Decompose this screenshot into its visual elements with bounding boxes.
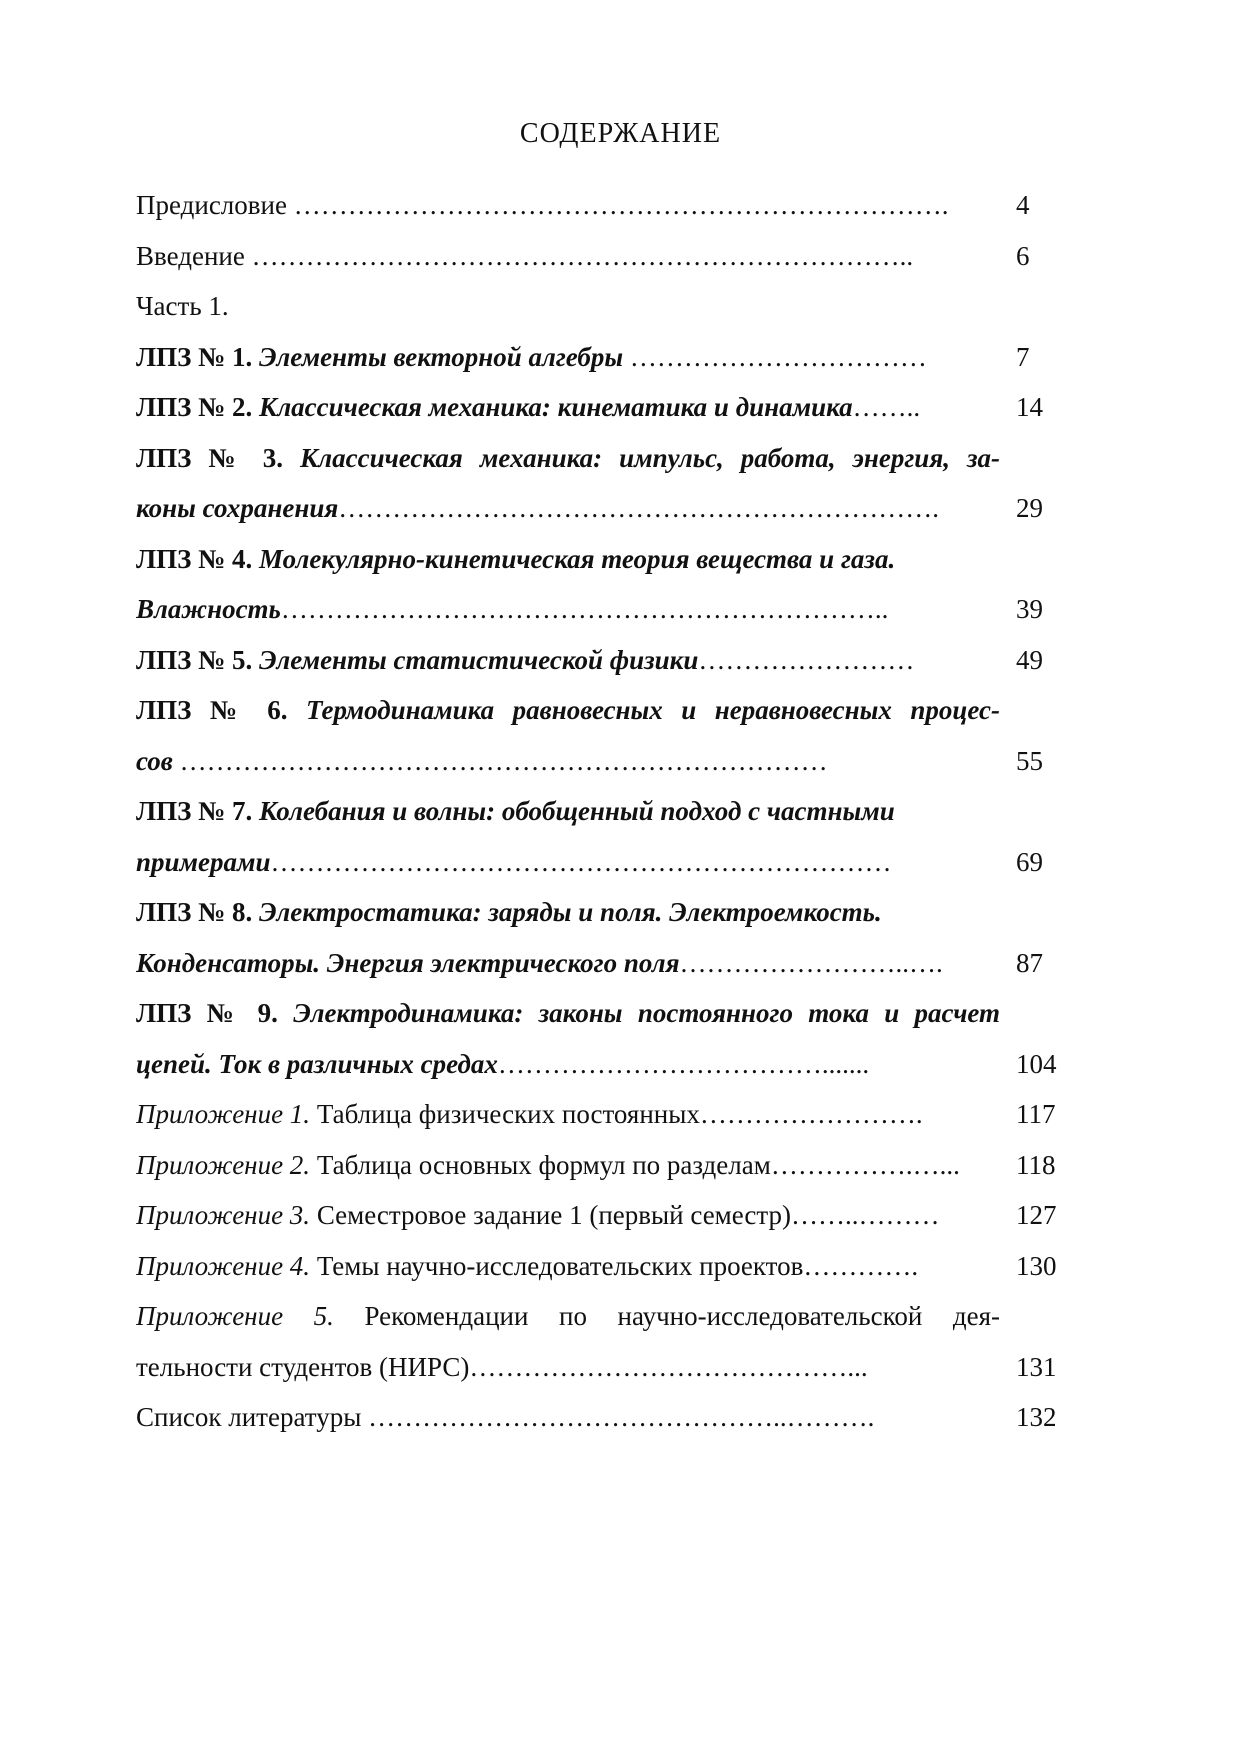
entry-text: Рекомендации по научно-исследовательской дея- (333, 1301, 1000, 1331)
lesson-title: Элементы векторной алгебры (252, 341, 624, 372)
entry-text: Введение (136, 240, 245, 271)
page-number: 127 (1016, 1200, 1057, 1230)
entry-text: Семестровое задание 1 (первый семестр) (310, 1200, 792, 1230)
dot-leader: ……..……… (791, 1200, 940, 1230)
dot-leader: ……………………..…. (679, 947, 943, 978)
page-number: 6 (1016, 240, 1030, 271)
entry-text: Часть 1. (136, 291, 229, 321)
table-of-contents (136, 180, 1076, 1443)
toc-entry-lpz7-line1 (136, 786, 1076, 837)
lesson-number: ЛПЗ № 8. (136, 897, 253, 927)
toc-entry-appendix2 (136, 1140, 1076, 1191)
entry-text: Таблица основных формул по разделам (310, 1149, 771, 1180)
lesson-title: Электростатика: заряды и поля. Электроемкость. (252, 897, 882, 927)
appendix-label: Приложение 4. (136, 1250, 311, 1281)
page-number: 49 (1016, 644, 1043, 675)
toc-entry-lpz9-line2 (136, 1039, 1076, 1090)
lesson-title-cont: цепей. Ток в различных средах (136, 1048, 498, 1079)
lesson-number: ЛПЗ № 5. (136, 644, 253, 675)
dot-leader: ………………………………………..………. (361, 1402, 875, 1432)
page-number: 87 (1016, 947, 1043, 978)
toc-entry-appendix1 (136, 1089, 1076, 1140)
lesson-number: ЛПЗ № 4. (136, 543, 253, 574)
toc-entry-appendix4 (136, 1241, 1076, 1292)
toc-entry-lpz8-line2 (136, 938, 1076, 989)
page-number: 39 (1016, 594, 1043, 624)
lesson-title: Электродинамика: законы постоянного тока и расчет (277, 998, 1000, 1028)
dot-leader: …………….…... (770, 1149, 960, 1180)
dot-leader: …………………………… (623, 341, 927, 372)
dot-leader: ……………………………………………………………… (172, 745, 828, 776)
lesson-title-cont: Конденсаторы. Энергия электрического поля (136, 947, 680, 978)
toc-entry-preface (136, 180, 1076, 231)
page-number: 117 (1016, 1099, 1056, 1129)
lesson-number: ЛПЗ № 3. (136, 442, 283, 473)
entry-text: Предисловие (136, 190, 287, 220)
appendix-label: Приложение 5. (136, 1301, 334, 1331)
dot-leader: ………………………………………………………….. (280, 594, 889, 624)
lesson-title: Колебания и волны: обобщенный подход с частными (252, 796, 895, 826)
entry-text: Темы научно-исследовательских проектов (310, 1250, 804, 1281)
appendix-label: Приложение 1. (136, 1099, 311, 1129)
lesson-title-cont: сов (136, 745, 173, 776)
lesson-number: ЛПЗ № 9. (136, 998, 278, 1028)
page-number: 4 (1016, 190, 1030, 220)
lesson-number: ЛПЗ № 1. (136, 341, 253, 372)
lesson-number: ЛПЗ № 2. (136, 392, 253, 422)
lesson-title-cont: коны сохранения (136, 493, 339, 523)
dot-leader: …………………………………………………………… (270, 846, 892, 877)
lesson-title: Молекулярно-кинетическая теория вещества и газа. (252, 543, 896, 574)
toc-entry-lpz3-line2 (136, 483, 1076, 534)
entry-text: Таблица физических постоянных (310, 1099, 700, 1129)
lesson-title: Классическая механика: кинематика и динамика (252, 392, 853, 422)
lesson-title-cont: примерами (136, 846, 271, 877)
page-number: 130 (1016, 1250, 1057, 1281)
lesson-title-cont: Влажность (136, 594, 281, 624)
entry-text: Список литературы (136, 1402, 362, 1432)
appendix-label: Приложение 2. (136, 1149, 311, 1180)
page-number: 131 (1016, 1351, 1057, 1382)
toc-entry-lpz1 (136, 332, 1076, 383)
dot-leader: ……………………………………………………………….. (244, 240, 914, 271)
toc-entry-lpz9-line1 (136, 988, 1076, 1039)
page-number: 69 (1016, 846, 1043, 877)
toc-entry-lpz4-line1 (136, 534, 1076, 585)
lesson-title: Классическая механика: импульс, работа, энергия, за- (282, 442, 1000, 473)
toc-entry-lpz3-line1 (136, 433, 1076, 484)
page-number: 132 (1016, 1402, 1057, 1432)
page-number: 118 (1016, 1149, 1056, 1180)
appendix-label: Приложение 3. (136, 1200, 311, 1230)
page-number: 55 (1016, 745, 1043, 776)
dot-leader: ………………………………………………………………. (286, 190, 949, 220)
dot-leader: ……………………………………... (469, 1351, 868, 1382)
dot-leader: ………………………………....... (497, 1048, 870, 1079)
toc-entry-lpz5 (136, 635, 1076, 686)
page-title: СОДЕРЖАНИЕ (519, 118, 722, 149)
dot-leader: …………………………………………………………. (338, 493, 940, 523)
toc-entry-lpz2 (136, 382, 1076, 433)
toc-entry-lpz7-line2 (136, 837, 1076, 888)
dot-leader: …….. (852, 392, 921, 422)
page-number: 7 (1016, 341, 1030, 372)
dot-leader: ……………………. (699, 1099, 923, 1129)
page-number: 104 (1016, 1048, 1057, 1079)
toc-entry-appendix5-line1 (136, 1291, 1076, 1342)
toc-entry-lpz6-line2 (136, 736, 1076, 787)
lesson-number: ЛПЗ № 7. (136, 796, 253, 826)
toc-entry-references (136, 1392, 1076, 1443)
toc-entry-lpz4-line2 (136, 584, 1076, 635)
page-number: 29 (1016, 493, 1043, 523)
dot-leader: …………………… (698, 644, 915, 675)
toc-entry-intro (136, 231, 1076, 282)
toc-entry-appendix3 (136, 1190, 1076, 1241)
dot-leader: …………. (803, 1250, 919, 1281)
lesson-number: ЛПЗ № 6. (136, 695, 288, 725)
toc-entry-appendix5-line2 (136, 1342, 1076, 1393)
entry-text-cont: тельности студентов (НИРС) (136, 1351, 470, 1382)
lesson-title: Термодинамика равновесных и неравновесных процес- (287, 695, 1000, 725)
toc-entry-lpz6-line1 (136, 685, 1076, 736)
page-number: 14 (1016, 392, 1043, 422)
lesson-title: Элементы статистической физики (252, 644, 699, 675)
toc-part-heading (136, 281, 1076, 332)
toc-entry-lpz8-line1 (136, 887, 1076, 938)
